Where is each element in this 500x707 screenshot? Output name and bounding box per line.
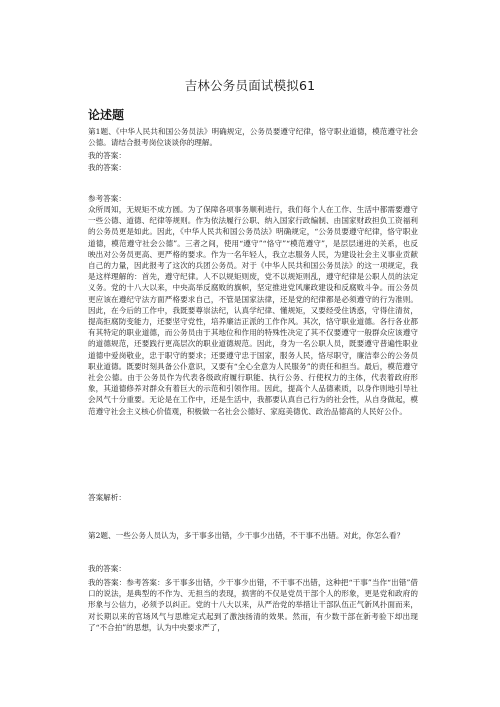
question-1-analysis (88, 492, 418, 503)
answer-analysis-label: 答案解析： (88, 493, 126, 502)
question-2-my-answer-label (88, 563, 418, 574)
question-2 (88, 530, 418, 541)
my-answer-label: 我的答案： (88, 564, 126, 573)
section-heading: 论述题 (88, 108, 125, 122)
my-answer-label: 我的答案： (88, 163, 126, 172)
question-2-prompt: 第2题、一些公务人员认为，多干事多出错，少干事少出错，不干事不出错。对此，你怎么看？ (88, 531, 405, 540)
reference-answer-label: 参考答案： (88, 194, 126, 203)
question-1-my-answer-label-1 (88, 150, 418, 161)
document-title: 吉林公务员面试模拟61 (184, 78, 316, 93)
reference-answer-text: 我的答案：参考答案：多干事多出错，少干事少出错，不干事不出错，这种把“干事”当作“出错”借口的说法，是典型的不作为、无担当的表现，损害的不仅是党员干部个人的形象，更是党和政府的形象与公信力，必须予以纠正。党的十八大以来，从严治党的举措让干部队伍正气新风扑面而来，对长期以来的官场风气与思维定式起到了激浊扬清的效果。然而，有少数干部在新考验下却出现了“不合拍”的思想，认为中央要求严了， (88, 578, 418, 632)
my-answer-label: 我的答案： (88, 151, 126, 160)
question-1 (88, 126, 418, 148)
question-2-reference-answer (88, 577, 418, 633)
question-1-prompt: 第1题、《中华人民共和国公务员法》明确规定，公务员要遵守纪律，恪守职业道德，模范遵守社会公德。请结合报考岗位谈谈你的理解。 (88, 127, 418, 148)
question-1-reference-label (88, 193, 418, 204)
reference-answer-text: 众所周知，无规矩不成方圆。为了保障各项事务顺利进行，我们每个人在工作、生活中都需要遵守一些公德、道德、纪律等规则。作为依法履行公职、纳入国家行政编制、由国家财政担负工资福利的公务员更是如此。因此，《中华人民共和国公务员法》明确规定，“公务员要遵守纪律，恪守职业道德，模范遵守社会公德”。三者之间，使用“遵守”“恪守”“模范遵守”，是层层递进的关系，也反映出对公务员更高、更严格的要求。作为一名年轻人，我立志服务人民，为建设社会主义事业贡献自己的力量，因此报考了这次的兵团公务员。对于《中华人民共和国公务员法》的这一项规定，我是这样理解的：首先，遵守纪律。人不以规矩则废，党不以规矩则乱，遵守纪律是公职人员的法定义务。党的十八大以来，中央高举反腐败的旗帜，坚定推进党风廉政建设和反腐败斗争。而公务员更应该在遵纪守法方面严格要求自己，不管是国家法律，还是党的纪律都是必须遵守的行为准则。因此，在今后的工作中，我既要尊崇法纪，认真学纪律、懂规矩，又要经受住诱惑，守得住清贫，提高拒腐防变能力，还要坚守党性，培养廉洁正派的工作作风。其次，恪守职业道德。各行各业都有其特定的职业道德，而公务员由于其地位和作用的特殊性决定了其不仅要遵守一般群众应该遵守的道德规范，还要践行更高层次的职业道德规范。因此，身为一名公职人员，既要遵守普遍性职业道德中爱岗敬业，忠于职守的要求；还要遵守忠于国家，服务人民，恪尽职守，廉洁奉公的公务员职业道德。既要时刻具备公仆意识，又要有“全心全意为人民服务”的责任和担当。最后，模范遵守社会公德。由于公务员作为代表各级政府履行职能、执行公务、行使权力的主体，代表着政府形象，其道德修养对群众有着巨大的示范和引领作用。因此，提高个人品德素质，以身作则地引导社会风气十分重要。无论是在工作中，还是生活中，我都要认真自己行为的社会性，从自身做起，模范遵守社会主义核心价值观，积极做一名社会公德好、家庭美德优、政治品德高的人民好公仆。 (88, 205, 418, 416)
question-1-reference-answer (88, 204, 418, 417)
question-1-my-answer-label-2 (88, 162, 418, 173)
